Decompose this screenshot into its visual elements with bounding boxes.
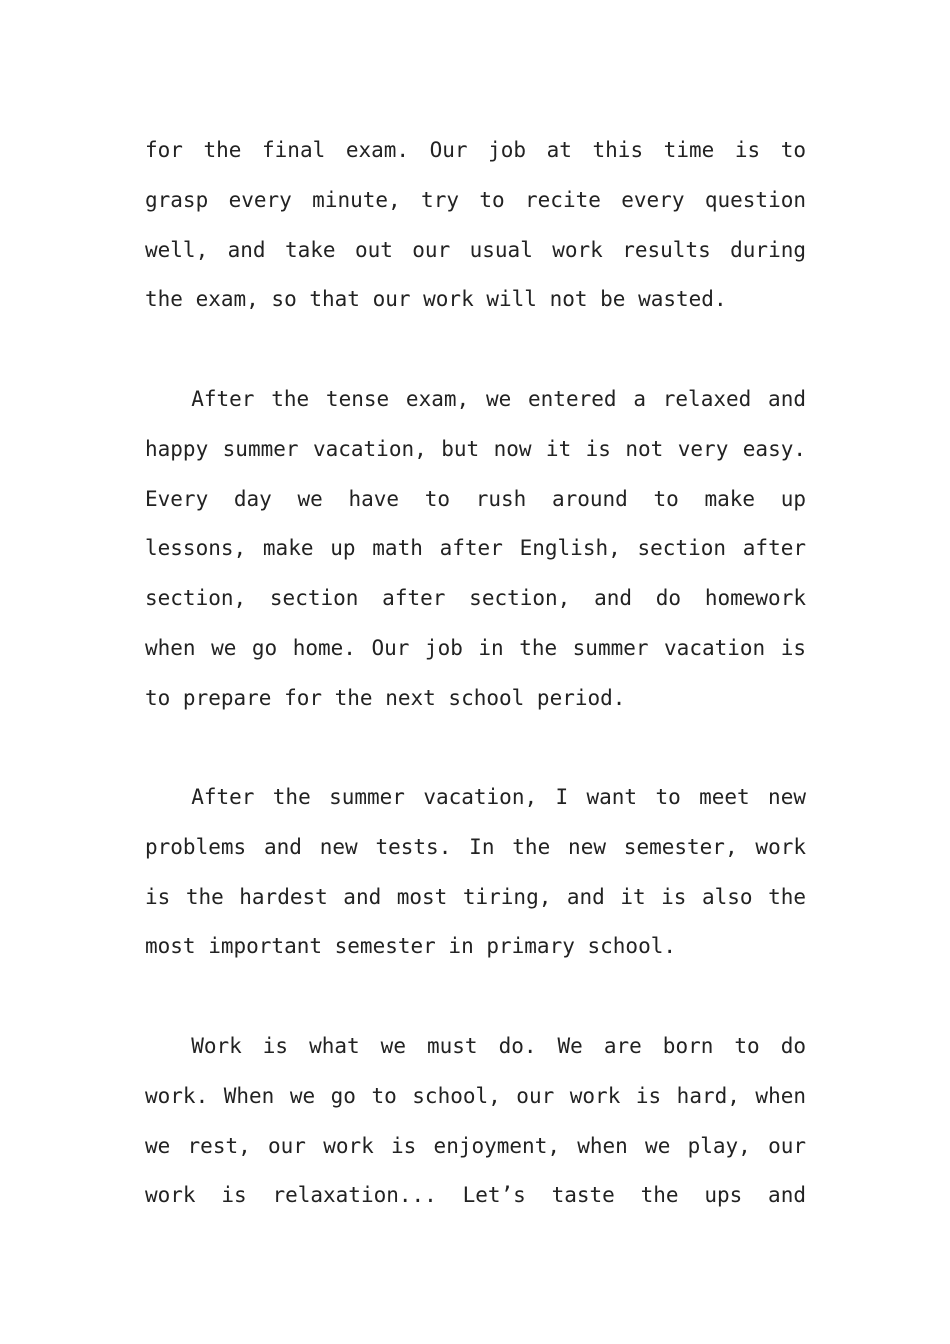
text-line: Work is what we must do. We are born to do [191,1034,806,1058]
text-line: After the summer vacation, I want to meet new [191,785,806,809]
text-line: to prepare for the next school period. [145,685,626,710]
text-line: work. When we go to school, our work is hard, when [145,1083,806,1108]
text-line: for the final exam. Our job at this time is to [145,138,806,162]
text-line: happy summer vacation, but now it is not very easy. [145,436,806,461]
paragraph-3 [145,773,806,972]
text-line: grasp every minute, try to recite every question [145,187,806,212]
text-line: work is relaxation... Let’s taste the ups and [145,1183,806,1208]
text-line: is the hardest and most tiring, and it is also the [145,884,806,909]
text-line: lessons, make up math after English, section after [145,536,806,561]
paragraph-2 [145,375,806,724]
text-line: when we go home. Our job in the summer vacation is [145,635,806,660]
text-line: well, and take out our usual work results during [145,237,806,262]
paragraph-1 [145,126,806,325]
text-line: most important semester in primary school. [145,934,677,959]
text-line: section, section after section, and do homework [145,586,806,611]
paragraph-4 [145,1022,806,1221]
text-line: the exam, so that our work will not be wasted. [145,287,727,312]
text-line: After the tense exam, we entered a relaxed and [191,387,806,411]
text-line: Every day we have to rush around to make up [145,486,806,511]
text-line: problems and new tests. In the new semester, work [145,834,806,859]
text-line: we rest, our work is enjoyment, when we play, our [145,1133,806,1158]
